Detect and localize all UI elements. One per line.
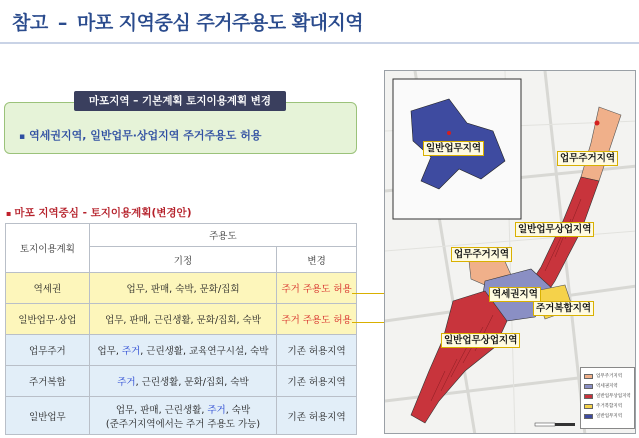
legend-item: 일반업무상업지역: [584, 391, 631, 401]
header-main-use: 주용도: [89, 224, 356, 247]
row-plan: 일반업무: [6, 397, 90, 435]
zoning-map: [384, 70, 636, 434]
legend-swatch: [584, 374, 593, 379]
title-dash: –: [57, 12, 67, 34]
map-label-residential-complex: 주거복합지역: [533, 301, 594, 316]
legend-swatch: [584, 394, 593, 399]
table-row: [6, 397, 357, 435]
summary-text: [19, 127, 261, 143]
legend-swatch: [584, 384, 593, 389]
title-prefix: 참고: [12, 12, 48, 34]
table-section-title: [6, 205, 192, 220]
legend-swatch: [584, 404, 593, 409]
legend-item: 업무주거지역: [584, 371, 631, 381]
map-label-station-area: 역세권지역: [489, 287, 541, 302]
table-row: [6, 304, 357, 335]
section-bullet-icon: ▪: [6, 209, 12, 218]
row-plan: 업무주거: [6, 335, 90, 366]
header-existing: 기정: [89, 247, 276, 273]
title-main: 마포 지역중심 주거주용도 확대지역: [76, 12, 364, 34]
row-existing: 업무, 주거, 근린생활, 교육연구시설, 숙박: [89, 335, 276, 366]
page-title: [12, 8, 363, 35]
row-changed: 기존 허용지역: [277, 397, 357, 435]
row-existing-note: (준주거지역에서는 주거 주용도 가능): [105, 418, 261, 430]
map-label-business-residential-top: 업무주거지역: [557, 151, 618, 166]
row-plan: 일반업무·상업: [6, 304, 90, 335]
row-existing: 업무, 판매, 근린생활, 주거, 숙박 (준주거지역에서는 주거 주용도 가능): [89, 397, 276, 435]
map-label-business-residential-mid: 업무주거지역: [451, 247, 512, 262]
table-row: [6, 366, 357, 397]
header-changed: 변경: [277, 247, 357, 273]
row-existing: 주거, 근린생활, 문화/집회, 숙박: [89, 366, 276, 397]
table-row: [6, 335, 357, 366]
table-row: [6, 273, 357, 304]
map-legend: [580, 367, 635, 429]
land-use-table: [5, 223, 357, 435]
row-existing: 업무, 판매, 근린생활, 문화/집회, 숙박: [89, 304, 276, 335]
title-divider: [0, 42, 639, 44]
map-label-general-business-commercial-bottom: 일반업무상업지역: [441, 333, 520, 348]
legend-item: 주거복합지역: [584, 401, 631, 411]
section-title-text: 마포 지역중심 - 토지이용계획(변경안): [14, 207, 192, 219]
header-land-use-plan: 토지이용계획: [6, 224, 90, 273]
plan-change-banner: 마포지역 – 기본계획 토지이용계획 변경: [74, 91, 286, 111]
row-plan: 역세권: [6, 273, 90, 304]
legend-item: 일반업무지역: [584, 411, 631, 421]
summary-bullet-icon: ▪: [19, 132, 26, 142]
map-label-general-business-top: 일반업무지역: [423, 141, 484, 156]
row-changed: 기존 허용지역: [277, 335, 357, 366]
row-changed: 주거 주용도 허용: [277, 304, 357, 335]
row-existing: 업무, 판매, 숙박, 문화/집회: [89, 273, 276, 304]
row-changed: 주거 주용도 허용: [277, 273, 357, 304]
row-plan: 주거복합: [6, 366, 90, 397]
legend-item: 역세권지역: [584, 381, 631, 391]
row-changed: 기존 허용지역: [277, 366, 357, 397]
legend-swatch: [584, 414, 593, 419]
summary-line: 역세권지역, 일반업무·상업지역 주거주용도 허용: [29, 129, 262, 142]
map-label-general-business-commercial-mid: 일반업무상업지역: [515, 222, 594, 237]
